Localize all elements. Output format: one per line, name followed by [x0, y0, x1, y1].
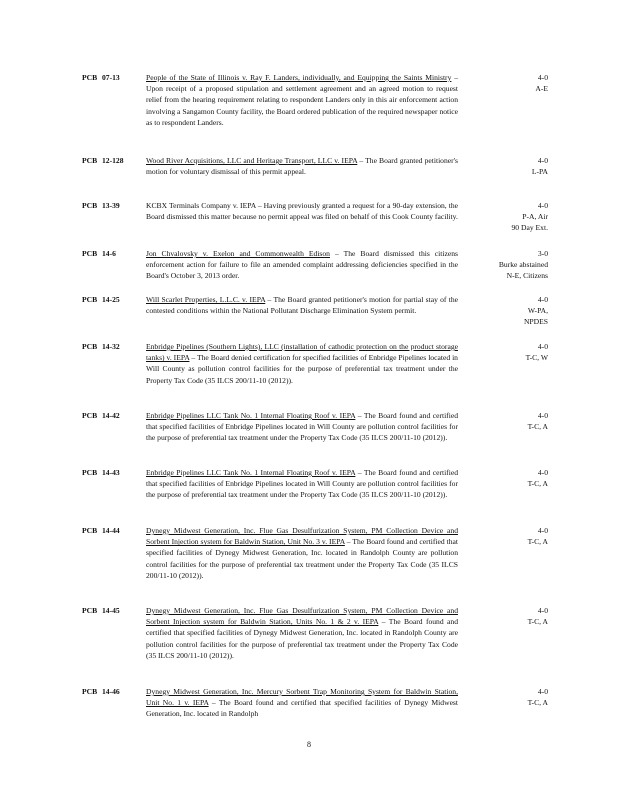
vote-block: [438, 248, 548, 282]
entry-text: [146, 72, 458, 128]
pcb-label: PCB: [82, 73, 98, 82]
pcb-label: PCB: [82, 201, 98, 210]
case-caption: Enbridge Pipelines LLC Tank No. 1 Internal Floating Roof v. IEPA: [146, 411, 356, 420]
entry-text: [146, 686, 458, 720]
case-number: 14-46: [102, 687, 120, 696]
case-caption: People of the State of Illinois v. Ray F. Landers, individually, and Equipping the Saints Ministry: [146, 73, 452, 82]
pcb-label: PCB: [82, 156, 98, 165]
case-type-extra: NPDES: [523, 317, 548, 327]
vote-count: 4-0: [537, 295, 548, 304]
vote-block: [438, 341, 548, 363]
vote-count: 3-0: [537, 249, 548, 258]
case-summary: – The Board found and certified that specified facilities of Dynegy Midwest Generation, Inc. located in Randolph: [146, 698, 458, 719]
vote-block: [438, 155, 548, 177]
case-type: P-A, Air: [522, 212, 548, 222]
case-number: 14-45: [102, 606, 120, 615]
pcb-label: PCB: [82, 526, 98, 535]
vote-block: [438, 605, 548, 627]
case-type: T-C, A: [527, 479, 548, 489]
case-number: 07-13: [102, 73, 120, 82]
case-caption: Dynegy Midwest Generation, Inc. Flue Gas Desulfurization System, PM Collection Device and Sorbent Injection system for Baldwin Station, Units No. 1 & 2 v. IEPA: [146, 606, 458, 627]
pcb-label: PCB: [82, 687, 98, 696]
case-caption: Enbridge Pipelines (Southern Lights), LLC (installation of cathodic protection on the product storage tanks) v. IEPA: [146, 342, 458, 363]
vote-block: [438, 410, 548, 432]
pcb-label: PCB: [82, 411, 98, 420]
entry-text: [146, 200, 458, 222]
case-summary: – The Board granted petitioner's motion for voluntary dismissal of this permit appeal.: [146, 156, 458, 177]
case-number: 14-42: [102, 411, 120, 420]
vote-count: 4-0: [537, 468, 548, 477]
vote-count: 4-0: [537, 606, 548, 615]
case-summary: KCBX Terminals Company v. IEPA – Having previously granted a request for a 90-day extension, the Board dismissed this matter because no permit appeal was filed on behalf of this Cook County facility.: [146, 201, 458, 222]
entry-text: [146, 605, 458, 661]
case-summary: – The Board found and certified that specified facilities of Enbridge Pipelines located in Will County are pollution control facilities for the purpose of preferential tax treatment under the Property Tax Code (35 ILCS 200/11-10 (2012)).: [146, 411, 458, 443]
case-number: 14-32: [102, 342, 120, 351]
pcb-label: PCB: [82, 606, 98, 615]
vote-count: 4-0: [537, 156, 548, 165]
entry-text: [146, 467, 458, 501]
entry-text: [146, 410, 458, 444]
case-type: A-E: [535, 84, 548, 94]
case-type-extra: 90 Day Ext.: [511, 223, 548, 233]
case-type-extra: N-E, Citizens: [506, 271, 548, 281]
case-summary: – The Board found and certified that specified facilities of Dynegy Midwest Generation, Inc. located in Randolph County are pollution control facilities for the purpose of preferential tax treatment under the Property Tax Code (35 ILCS 200/11-10 (2012)).: [146, 617, 458, 660]
page-number: 8: [307, 740, 311, 749]
vote-count: 4-0: [537, 73, 548, 82]
case-type: T-C, W: [525, 353, 548, 363]
vote-count: 4-0: [537, 342, 548, 351]
entry-text: [146, 155, 458, 177]
case-caption: Enbridge Pipelines LLC Tank No. 1 Internal Floating Roof v. IEPA: [146, 468, 356, 477]
vote-block: [438, 467, 548, 489]
pcb-label: PCB: [82, 295, 98, 304]
vote-count: 4-0: [537, 201, 548, 210]
vote-block: [438, 525, 548, 547]
entry-text: [146, 525, 458, 581]
vote-count: 4-0: [537, 687, 548, 696]
case-summary: – The Board granted petitioner's motion for partial stay of the contested conditions within the National Pollutant Discharge Elimination System permit.: [146, 295, 459, 316]
case-summary: – Upon receipt of a proposed stipulation and settlement agreement and an agreed motion to request relief from the hearing requirement relating to respondent Landers only in this air enforcement action involving a Sangamon County facility, the Board ordered publication of the required newspaper notice as to respondent Landers.: [146, 73, 458, 127]
pcb-label: PCB: [82, 342, 98, 351]
case-type: T-C, A: [527, 617, 548, 627]
pcb-label: PCB: [82, 468, 98, 477]
case-summary: – The Board found and certified that specified facilities of Enbridge Pipelines located in Will County are pollution control facilities for the purpose of preferential tax treatment under the Property Tax Code (35 ILCS 200/11-10 (2012)).: [146, 468, 458, 500]
entry-text: [146, 248, 458, 282]
case-caption: Dynegy Midwest Generation, Inc. Flue Gas Desulfurization System, PM Collection Device and Sorbent Injection system for Baldwin Station, Unit No. 3 v. IEPA: [146, 526, 458, 547]
case-type: T-C, A: [527, 422, 548, 432]
case-summary: – The Board denied certification for specified facilities of Enbridge Pipelines located in Will County as pollution control facilities for the purpose of preferential tax treatment under the Property Tax Code (35 ILCS 200/11-10 (2012)).: [146, 353, 458, 385]
entry-text: [146, 294, 458, 316]
entry-text: [146, 341, 458, 386]
case-summary: – The Board found and certified that specified facilities of Dynegy Midwest Generation, Inc. located in Randolph County are pollution control facilities for the purpose of preferential tax treatment under the Property Tax Code (35 ILCS 200/11-10 (2012)).: [146, 537, 458, 580]
case-type: T-C, A: [527, 537, 548, 547]
case-number: 12-128: [102, 156, 124, 165]
vote-count: 4-0: [537, 411, 548, 420]
pcb-label: PCB: [82, 249, 98, 258]
vote-block: [438, 686, 548, 708]
case-caption: Wood River Acquisitions, LLC and Heritage Transport, LLC v. IEPA: [146, 156, 358, 165]
case-summary: – The Board dismissed this citizens enforcement action for failure to file an amended complaint addressing deficiencies specified in the Board's October 3, 2013 order.: [146, 249, 458, 281]
case-number: 14-43: [102, 468, 120, 477]
case-number: 14-44: [102, 526, 120, 535]
vote-block: [438, 294, 548, 328]
case-type: W-PA,: [527, 306, 548, 316]
case-number: 13-39: [102, 201, 120, 210]
case-type: T-C, A: [527, 698, 548, 708]
vote-block: [438, 72, 548, 94]
case-number: 14-25: [102, 295, 120, 304]
case-number: 14-6: [102, 249, 116, 258]
case-caption: Dynegy Midwest Generation, Inc. Mercury Sorbent Trap Monitoring System for Baldwin Station, Unit No. 1 v. IEPA: [146, 687, 458, 708]
vote-block: [438, 200, 548, 234]
vote-count: 4-0: [537, 526, 548, 535]
case-type: Burke abstained: [498, 260, 548, 270]
case-caption: Will Scarlet Properties, L.L.C. v. IEPA: [146, 295, 266, 304]
case-caption: Jon Chvalovsky v. Exelon and Commonwealth Edison: [146, 249, 330, 258]
case-type: L-PA: [531, 167, 548, 177]
